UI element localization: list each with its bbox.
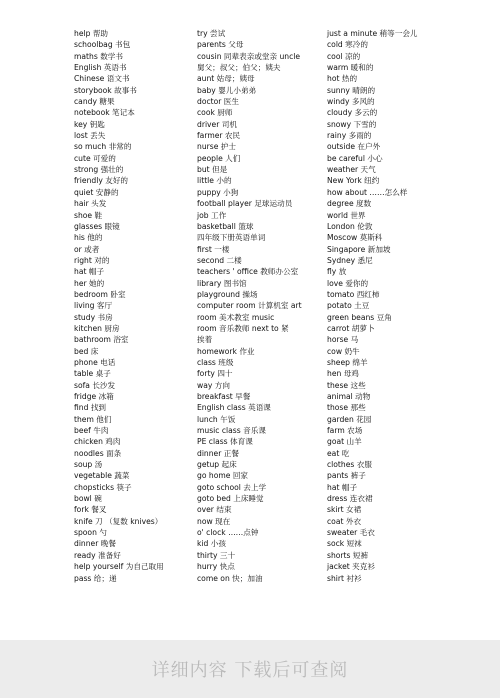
vocab-entry: fly 放 (327, 267, 347, 277)
vocab-entry: Sydney 悉尼 (327, 255, 373, 265)
vocab-entry: way 方向 (197, 380, 230, 390)
vocab-entry: cook 厨师 (197, 108, 233, 118)
vocab-entry: those 那些 (327, 403, 366, 413)
vocab-entry: English 英语书 (74, 63, 127, 73)
vocab-entry: horse 马 (327, 335, 359, 345)
vocab-entry: bathroom 浴室 (74, 335, 129, 345)
vocab-entry: aunt 姑母；姨母 (197, 74, 255, 84)
vocab-entry: puppy 小狗 (197, 187, 239, 197)
vocab-entry: goat 山羊 (327, 437, 362, 447)
vocab-entry: getup 起床 (197, 460, 237, 470)
vocab-entry: try 尝试 (197, 29, 226, 38)
vocab-entry: dress 连衣裙 (327, 494, 373, 504)
vocab-entry: jacket 夹克衫 (327, 562, 375, 572)
vocab-entry: cool 凉的 (327, 51, 361, 61)
vocab-entry: hurry 快点 (197, 562, 235, 572)
vocab-entry: PE class 体育课 (197, 437, 253, 447)
vocab-entry: hair 头发 (74, 199, 107, 209)
vocab-entry: cow 奶牛 (327, 346, 360, 356)
vocab-entry: degree 度数 (327, 199, 372, 209)
vocab-entry: carrot 胡萝卜 (327, 323, 375, 333)
vocab-entry: second 二楼 (197, 255, 242, 265)
vocab-entry: cousin 同辈表亲或堂亲 uncle (197, 51, 301, 61)
vocab-entry: driver 司机 (197, 119, 237, 129)
vocab-entry: shirt 衬衫 (327, 573, 362, 583)
vocab-entry: right 对的 (74, 255, 110, 265)
vocab-entry: doctor 医生 (197, 97, 239, 107)
vocab-entry: New York 纽约 (327, 176, 380, 186)
vocab-entry: chicken 鸡肉 (74, 437, 121, 447)
vocab-entry: potato 土豆 (327, 301, 370, 311)
vocab-entry: just a minute 稍等一会儿 (327, 29, 418, 38)
vocab-entry: table 桌子 (74, 369, 111, 379)
vocab-entry: Moscow 莫斯科 (327, 233, 383, 243)
vocab-entry: shorts 短裤 (327, 550, 369, 560)
vocab-entry: help yourself 为自己取用 (74, 562, 164, 572)
vocab-entry: farm 农场 (327, 426, 363, 436)
vocab-entry: so much 非常的 (74, 142, 132, 152)
vocab-entry: her 她的 (74, 278, 105, 288)
vocab-entry: sofa 长沙发 (74, 380, 116, 390)
vocab-entry: come on 快；加油 (197, 573, 263, 583)
vocab-entry: playground 操场 (197, 289, 258, 299)
vocab-entry: world 世界 (327, 210, 366, 220)
vocab-entry: phone 电话 (74, 357, 116, 367)
vocab-entry: weather 天气 (327, 165, 376, 175)
vocab-entry: 四年级下册英语单词 (197, 233, 266, 243)
vocab-entry: lost 丢失 (74, 131, 106, 141)
vocab-entry: knife 刀 （复数 knives） (74, 516, 163, 526)
vocab-entry: computer room 计算机室 art (197, 301, 302, 311)
vocab-entry: outside 在户外 (327, 142, 381, 152)
vocab-entry: sheep 绵羊 (327, 357, 368, 367)
vocab-entry: pants 裤子 (327, 471, 366, 481)
vocab-entry: now 现在 (197, 516, 231, 526)
vocab-entry: sock 短袜 (327, 539, 362, 549)
vocab-entry: fork 餐叉 (74, 505, 107, 515)
vocab-entry: room 音乐教师 next to 紧 (197, 323, 289, 333)
vocab-entry: Singapore 新加坡 (327, 244, 391, 254)
vocab-entry: over 结束 (197, 505, 232, 515)
vocab-entry: lunch 午饭 (197, 414, 236, 424)
vocab-entry: o' clock ……点钟 (197, 528, 259, 538)
vocab-entry: beef 牛肉 (74, 426, 109, 436)
vocab-entry: eat 吃 (327, 448, 350, 458)
vocab-entry: his 他的 (74, 233, 103, 243)
vocab-entry: key 钥匙 (74, 119, 105, 129)
vocab-entry: spoon 勺 (74, 528, 107, 538)
vocab-entry: but 但是 (197, 165, 228, 175)
vocab-entry: breakfast 早餐 (197, 392, 251, 401)
vocab-entry: music class 音乐课 (197, 426, 266, 436)
vocab-entry: rainy 多雨的 (327, 131, 372, 141)
vocab-entry: windy 多风的 (327, 97, 375, 107)
vocab-entry: kid 小孩 (197, 539, 226, 549)
vocab-entry: quiet 安静的 (74, 187, 119, 197)
vocab-column-1 (74, 28, 164, 584)
vocab-entry: storybook 故事书 (74, 85, 137, 95)
vocab-entry: be careful 小心 (327, 153, 383, 163)
vocab-entry: farmer 农民 (197, 131, 241, 141)
vocab-entry: garden 花园 (327, 414, 372, 424)
vocab-entry: hat 帽子 (74, 267, 105, 277)
vocab-entry: find 找到 (74, 403, 107, 413)
vocab-entry: strong 强壮的 (74, 165, 124, 175)
vocab-entry: London 伦敦 (327, 221, 373, 231)
vocab-entry: Chinese 语文书 (74, 74, 130, 84)
vocab-entry: English class 英语课 (197, 403, 271, 413)
vocab-entry: dinner 晚餐 (74, 539, 116, 549)
vocab-entry: hat 帽子 (327, 482, 358, 492)
vocab-entry: candy 糖果 (74, 97, 115, 107)
vocab-entry: study 书房 (74, 312, 113, 322)
vocab-entry: how about ……怎么样 (327, 187, 408, 197)
vocab-entry: friendly 友好的 (74, 176, 129, 186)
vocab-entry: clothes 衣服 (327, 460, 372, 470)
download-footer (0, 640, 500, 698)
vocab-entry: warm 暖和的 (327, 63, 374, 73)
vocab-entry: parents 父母 (197, 40, 244, 50)
vocab-entry: cute 可爱的 (74, 153, 116, 163)
vocab-entry: animal 动物 (327, 392, 371, 401)
vocab-entry: help 帮助 (74, 29, 109, 38)
vocab-entry: living 客厅 (74, 301, 113, 311)
vocab-column-2 (197, 28, 302, 584)
vocab-entry: goto school 去上学 (197, 482, 267, 492)
vocab-entry: noodles 面条 (74, 448, 122, 458)
vocab-entry: go home 回家 (197, 471, 249, 481)
vocab-entry: green beans 豆角 (327, 312, 392, 322)
vocab-entry: hot 热的 (327, 74, 358, 84)
vocab-entry: chopsticks 筷子 (74, 482, 132, 492)
vocab-entry: 挨着 (197, 335, 213, 345)
vocab-entry: pass 给；递 (74, 573, 117, 583)
vocab-entry: first 一楼 (197, 244, 230, 254)
vocab-entry: coat 外衣 (327, 516, 362, 526)
vocab-entry: teachers ' office 教师办公室 (197, 267, 299, 277)
vocab-entry: room 美术教室 music (197, 312, 275, 322)
vocab-entry: little 小的 (197, 176, 232, 186)
vocab-entry: baby 婴儿小弟弟 (197, 85, 257, 95)
vocab-entry: vegetable 蔬菜 (74, 471, 130, 481)
vocab-entry: skirt 女裙 (327, 505, 362, 515)
vocab-entry: glasses 眼镜 (74, 221, 120, 231)
vocab-entry: people 人们 (197, 153, 241, 163)
vocab-entry: thirty 三十 (197, 550, 236, 560)
vocab-entry: hen 母鸡 (327, 369, 359, 379)
vocab-entry: bedroom 卧室 (74, 289, 126, 299)
vocab-entry: forty 四十 (197, 369, 233, 379)
vocab-entry: dinner 正餐 (197, 448, 239, 458)
vocab-entry: shoe 鞋 (74, 210, 103, 220)
vocab-entry: snowy 下雪的 (327, 119, 377, 129)
vocab-entry: these 这些 (327, 380, 366, 390)
vocab-entry: 舅父；叔父；伯父；姨夫 (197, 63, 281, 73)
vocab-entry: homework 作业 (197, 346, 255, 356)
vocab-entry: maths 数学书 (74, 51, 123, 61)
vocab-entry: ready 准备好 (74, 550, 121, 560)
vocab-entry: soup 汤 (74, 460, 103, 470)
vocab-column-3 (327, 28, 418, 584)
vocab-entry: class 班级 (197, 357, 234, 367)
vocab-entry: nurse 护士 (197, 142, 236, 152)
vocab-entry: schoolbag 书包 (74, 40, 131, 50)
vocab-entry: cloudy 多云的 (327, 108, 378, 118)
vocab-entry: goto bed 上床睡觉 (197, 494, 264, 504)
vocab-entry: sweater 毛衣 (327, 528, 375, 538)
vocab-entry: or 或者 (74, 244, 100, 254)
footer-notice: 详细内容 下载后可查阅 (151, 660, 349, 681)
vocab-entry: notebook 笔记本 (74, 108, 135, 118)
vocab-entry: football player 足球运动员 (197, 199, 293, 209)
vocab-entry: bed 床 (74, 346, 99, 356)
vocab-entry: love 爱你的 (327, 278, 369, 288)
vocab-entry: cold 寒冷的 (327, 40, 368, 50)
vocab-entry: job 工作 (197, 210, 227, 220)
vocab-entry: tomato 西红柿 (327, 289, 380, 299)
vocab-entry: basketball 篮球 (197, 221, 254, 231)
vocab-entry: library 图书馆 (197, 278, 247, 288)
vocab-entry: them 他们 (74, 414, 112, 424)
vocab-entry: sunny 晴朗的 (327, 85, 376, 95)
vocab-entry: bowl 碗 (74, 494, 102, 504)
vocab-entry: fridge 冰箱 (74, 392, 114, 401)
vocab-entry: kitchen 厨房 (74, 323, 120, 333)
